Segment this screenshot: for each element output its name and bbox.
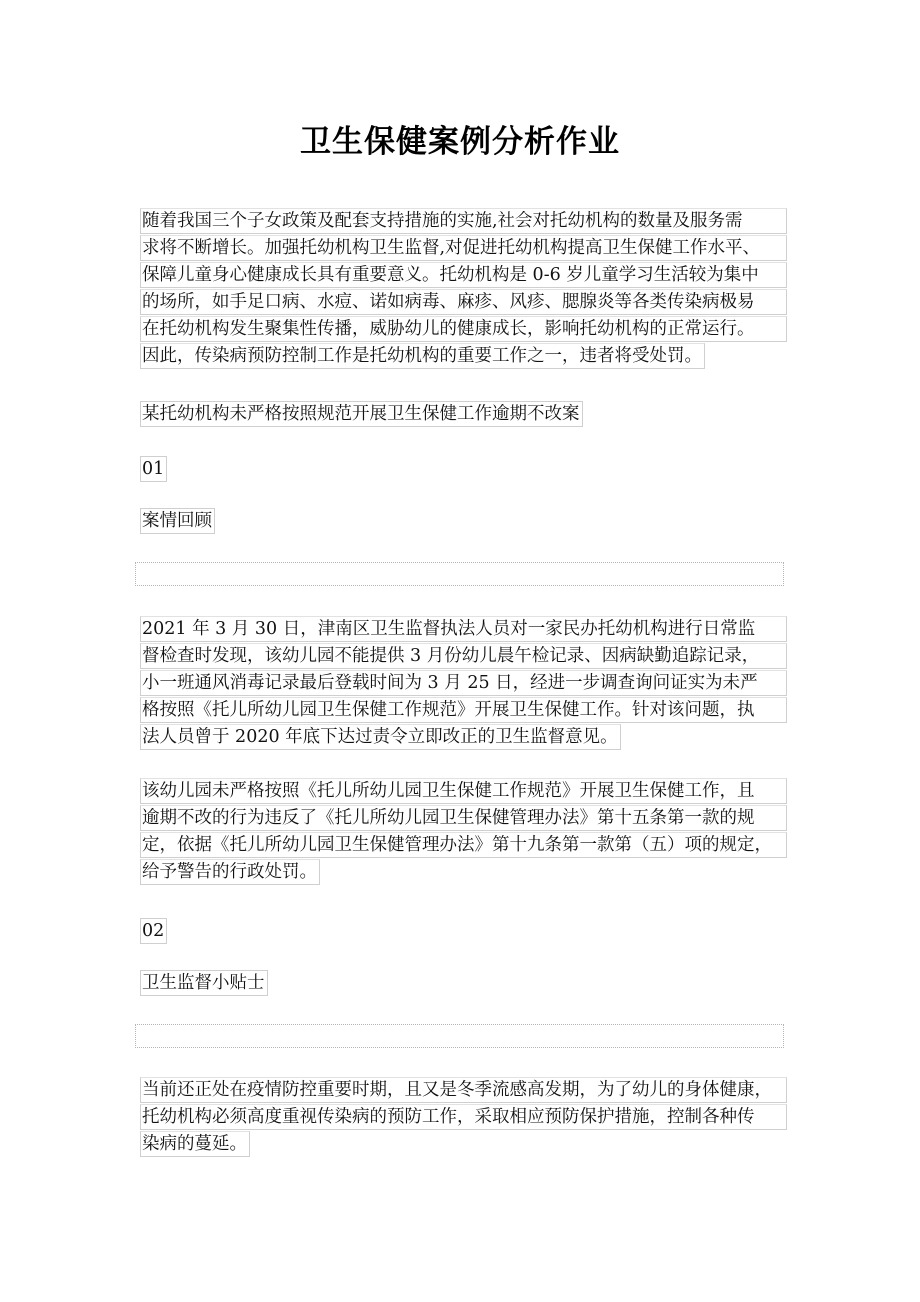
case-review-line: 法人员曾于 2020 年底下达过责令立即改正的卫生监督意见。 — [140, 724, 621, 750]
intro-line: 因此，传染病预防控制工作是托幼机构的重要工作之一，违者将受处罚。 — [140, 343, 705, 369]
image-placeholder-1 — [135, 562, 784, 586]
case-ruling-line: 定，依据《托儿所幼儿园卫生保健管理办法》第十九条第一款第（五）项的规定， — [140, 832, 787, 858]
case-review-line: 督检查时发现，该幼儿园不能提供 3 月份幼儿晨午检记录、因病缺勤追踪记录， — [140, 643, 787, 669]
case-review-line: 小一班通风消毒记录最后登载时间为 3 月 25 日，经进一步调查询问证实为未严 — [140, 670, 787, 696]
intro-line: 求将不断增长。加强托幼机构卫生监督,对促进托幼机构提高卫生保健工作水平、 — [140, 235, 787, 261]
case-review-line: 格按照《托儿所幼儿园卫生保健工作规范》开展卫生保健工作。针对该问题，执 — [140, 697, 787, 723]
case-ruling-paragraph — [140, 778, 790, 886]
intro-line: 的场所，如手足口病、水痘、诺如病毒、麻疹、风疹、腮腺炎等各类传染病极易 — [140, 289, 787, 315]
section-number-2: 02 — [140, 918, 167, 944]
tips-paragraph — [140, 1077, 790, 1158]
tips-line: 染病的蔓延。 — [140, 1131, 250, 1157]
intro-line: 在托幼机构发生聚集性传播，威胁幼儿的健康成长，影响托幼机构的正常运行。 — [140, 316, 787, 342]
case-ruling-line: 该幼儿园未严格按照《托儿所幼儿园卫生保健工作规范》开展卫生保健工作，且 — [140, 778, 787, 804]
case-ruling-line: 逾期不改的行为违反了《托儿所幼儿园卫生保健管理办法》第十五条第一款的规 — [140, 805, 787, 831]
section-heading-2: 卫生监督小贴士 — [140, 970, 268, 996]
section-number-1: 01 — [140, 456, 167, 482]
case-review-line: 2021 年 3 月 30 日，津南区卫生监督执法人员对一家民办托幼机构进行日常监 — [140, 616, 787, 642]
intro-line: 保障儿童身心健康成长具有重要意义。托幼机构是 0-6 岁儿童学习生活较为集中 — [140, 262, 787, 288]
case-ruling-line: 给予警告的行政处罚。 — [140, 859, 320, 885]
section-heading-1: 案情回顾 — [140, 508, 215, 534]
document-title: 卫生保健案例分析作业 — [300, 124, 620, 160]
case-review-paragraph — [140, 616, 790, 751]
tips-line: 托幼机构必须高度重视传染病的预防工作，采取相应预防保护措施，控制各种传 — [140, 1104, 787, 1130]
intro-line: 随着我国三个子女政策及配套支持措施的实施,社会对托幼机构的数量及服务需 — [140, 208, 787, 234]
image-placeholder-2 — [135, 1024, 784, 1048]
intro-paragraph — [140, 208, 790, 370]
case-title: 某托幼机构未严格按照规范开展卫生保健工作逾期不改案 — [140, 401, 583, 427]
tips-line: 当前还正处在疫情防控重要时期，且又是冬季流感高发期，为了幼儿的身体健康， — [140, 1077, 787, 1103]
